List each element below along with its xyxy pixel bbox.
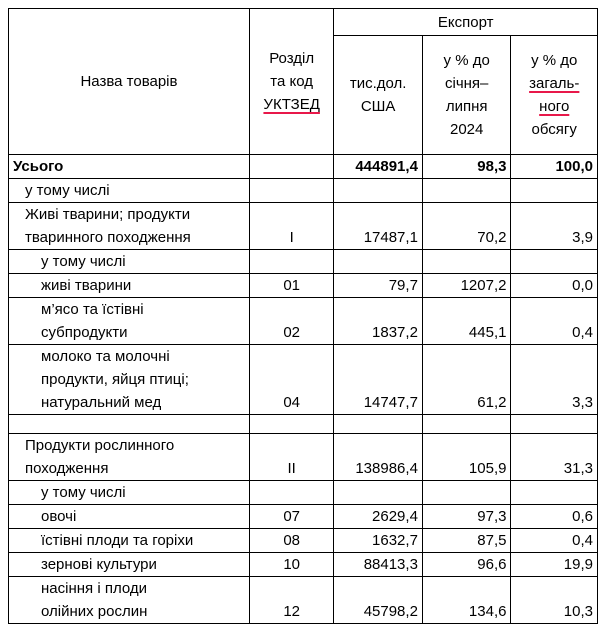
cell-code <box>249 481 333 505</box>
table-row <box>9 434 598 481</box>
cell-name <box>9 345 250 415</box>
cell-code <box>249 179 333 203</box>
cell-pct-prev: 1207,2 <box>422 274 511 298</box>
header-pct-prev-line: січня– <box>444 75 489 93</box>
cell-pct-prev: 87,5 <box>422 529 511 553</box>
cell-name-line: субпродукти <box>41 324 128 341</box>
cell-name <box>9 481 250 505</box>
cell-pct-total: 0,4 <box>511 529 598 553</box>
cell-name <box>9 155 250 179</box>
header-pct-total-line: ного <box>539 98 570 116</box>
cell-name-line: у тому числі <box>25 182 110 199</box>
cell-value: 79,7 <box>334 274 423 298</box>
header-value-line: тис.дол. <box>349 75 407 93</box>
cell-value <box>334 415 423 434</box>
cell-pct-total: 100,0 <box>511 155 598 179</box>
cell-name-line: Продукти рослинного <box>25 437 175 454</box>
cell-value: 1632,7 <box>334 529 423 553</box>
cell-name <box>9 553 250 577</box>
cell-value: 444891,4 <box>334 155 423 179</box>
header-code-line: та код <box>270 73 314 90</box>
table-row <box>9 553 598 577</box>
header-pct-prev <box>422 36 511 155</box>
cell-name-line: продукти, яйця птиці; <box>41 371 189 388</box>
cell-code: 08 <box>249 529 333 553</box>
cell-code: 02 <box>249 298 333 345</box>
header-code-line: УКТЗЕД <box>263 96 320 113</box>
cell-name-line: Живі тварини; продукти <box>25 206 191 223</box>
cell-value <box>334 179 423 203</box>
cell-value: 1837,2 <box>334 298 423 345</box>
header-value-line: США <box>360 98 396 116</box>
table-row <box>9 179 598 203</box>
cell-name <box>9 274 250 298</box>
header-pct-total-line: обсягу <box>531 121 577 139</box>
header-value <box>334 36 423 155</box>
cell-pct-prev: 97,3 <box>422 505 511 529</box>
cell-value <box>334 250 423 274</box>
cell-name-line: насіння і плоди <box>41 580 148 597</box>
header-code-line: Розділ <box>269 50 315 67</box>
cell-pct-prev: 98,3 <box>422 155 511 179</box>
table-row <box>9 250 598 274</box>
cell-code <box>249 415 333 434</box>
cell-code <box>249 250 333 274</box>
table-row <box>9 577 598 624</box>
cell-pct-total: 19,9 <box>511 553 598 577</box>
cell-pct-prev <box>422 179 511 203</box>
cell-name <box>9 298 250 345</box>
cell-name-line: м’ясо та їстівні <box>41 301 144 318</box>
cell-code: 04 <box>249 345 333 415</box>
cell-name-line: тваринного походження <box>25 229 191 246</box>
cell-pct-prev: 134,6 <box>422 577 511 624</box>
cell-name-line: їстівні плоди та горіхи <box>41 532 194 549</box>
table-row <box>9 529 598 553</box>
cell-name <box>9 529 250 553</box>
cell-pct-total: 3,9 <box>511 203 598 250</box>
cell-code: 12 <box>249 577 333 624</box>
cell-name-line: натуральний мед <box>41 394 162 411</box>
cell-name <box>9 203 250 250</box>
cell-pct-prev: 445,1 <box>422 298 511 345</box>
table-row <box>9 298 598 345</box>
cell-pct-prev <box>422 415 511 434</box>
cell-value: 17487,1 <box>334 203 423 250</box>
cell-pct-prev: 105,9 <box>422 434 511 481</box>
cell-pct-total <box>511 481 598 505</box>
cell-pct-total: 0,0 <box>511 274 598 298</box>
cell-name-line: Усього <box>13 158 64 175</box>
cell-code: I <box>249 203 333 250</box>
header-export-label: Експорт <box>437 13 494 31</box>
table-row <box>9 155 598 179</box>
table-row <box>9 345 598 415</box>
cell-value <box>334 481 423 505</box>
cell-name <box>9 505 250 529</box>
cell-name-line: овочі <box>41 508 77 525</box>
table-row <box>9 505 598 529</box>
header-pct-total-line: загаль- <box>529 75 580 93</box>
cell-value: 138986,4 <box>334 434 423 481</box>
cell-name <box>9 179 250 203</box>
header-pct-prev-line: липня <box>445 98 488 116</box>
export-table <box>8 8 598 624</box>
cell-pct-prev: 96,6 <box>422 553 511 577</box>
header-pct-total-line: у % до <box>531 52 578 70</box>
cell-pct-total <box>511 415 598 434</box>
cell-pct-prev <box>422 250 511 274</box>
header-pct-prev-line: 2024 <box>450 121 484 139</box>
cell-pct-total: 3,3 <box>511 345 598 415</box>
cell-name-line: у тому числі <box>41 484 126 501</box>
header-pct-total <box>511 36 598 155</box>
cell-name-line: живі тварини <box>41 277 132 294</box>
cell-name-line: молоко та молочні <box>41 348 170 365</box>
cell-value: 45798,2 <box>334 577 423 624</box>
cell-name-line: олійних рослин <box>41 603 148 620</box>
cell-code: 01 <box>249 274 333 298</box>
table-row <box>9 203 598 250</box>
cell-pct-prev: 70,2 <box>422 203 511 250</box>
cell-name <box>9 434 250 481</box>
cell-name <box>9 577 250 624</box>
header-export <box>334 9 598 36</box>
cell-name-line: у тому числі <box>41 253 126 270</box>
cell-pct-total: 0,6 <box>511 505 598 529</box>
table-row <box>9 415 598 434</box>
cell-code: II <box>249 434 333 481</box>
table-row <box>9 274 598 298</box>
header-code <box>249 9 333 155</box>
cell-code: 10 <box>249 553 333 577</box>
cell-value: 2629,4 <box>334 505 423 529</box>
cell-pct-total: 31,3 <box>511 434 598 481</box>
cell-pct-total <box>511 250 598 274</box>
cell-name <box>9 415 250 434</box>
cell-pct-prev <box>422 481 511 505</box>
table-row <box>9 481 598 505</box>
cell-pct-total: 10,3 <box>511 577 598 624</box>
header-name <box>9 9 250 155</box>
cell-name <box>9 250 250 274</box>
cell-pct-total <box>511 179 598 203</box>
cell-value: 88413,3 <box>334 553 423 577</box>
header-pct-prev-line: у % до <box>443 52 490 70</box>
cell-name-line: походження <box>25 460 109 477</box>
header-name-label: Назва товарів <box>80 73 178 90</box>
cell-pct-total: 0,4 <box>511 298 598 345</box>
cell-value: 14747,7 <box>334 345 423 415</box>
cell-code <box>249 155 333 179</box>
cell-code: 07 <box>249 505 333 529</box>
cell-name-line: зернові культури <box>41 556 157 573</box>
cell-pct-prev: 61,2 <box>422 345 511 415</box>
table-body <box>9 155 598 624</box>
